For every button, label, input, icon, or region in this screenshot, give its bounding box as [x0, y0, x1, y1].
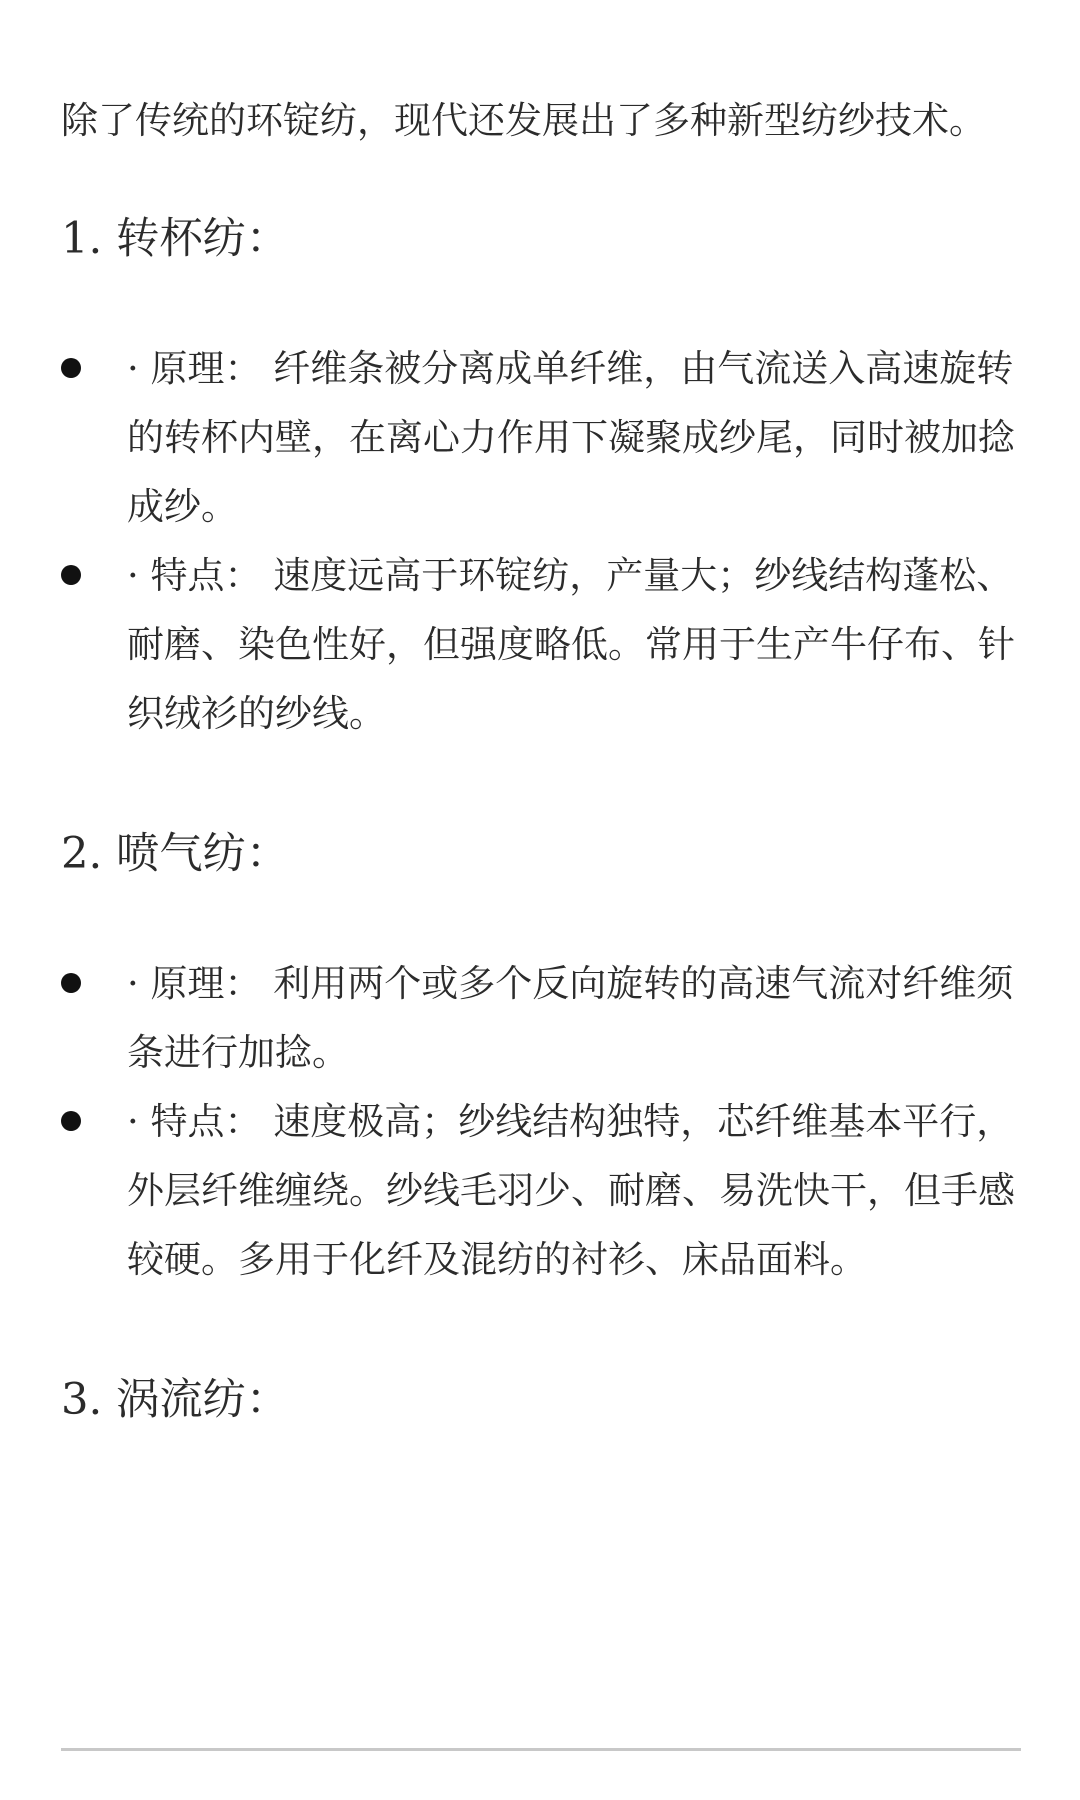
section-heading-vortex-spinning: 3. 涡流纺： [61, 1375, 290, 1425]
list-item [61, 334, 1021, 541]
bullet-dot-icon [61, 358, 81, 378]
bottom-divider [61, 1748, 1021, 1751]
article-body [61, 86, 1021, 1435]
list-item-text: · 原理： 纤维条被分离成单纤维，由气流送入高速旋转的转杯内壁，在离心力作用下凝聚成纱尾，同时被加捻成纱。 [127, 347, 1015, 528]
list-item [61, 949, 1021, 1087]
bullet-dot-icon [61, 1111, 81, 1131]
rotor-spinning-list [61, 334, 1021, 748]
list-item [61, 541, 1021, 748]
bullet-dot-icon [61, 565, 81, 585]
bullet-dot-icon [61, 973, 81, 993]
list-item-text: · 特点： 速度极高；纱线结构独特，芯纤维基本平行，外层纤维缠绕。纱线毛羽少、耐磨、易洗快干，但手感较硬。多用于化纤及混纺的衬衫、床品面料。 [127, 1100, 1015, 1281]
air-jet-spinning-list [61, 949, 1021, 1294]
list-item [61, 1087, 1021, 1294]
section-heading-air-jet-spinning: 2. 喷气纺： [61, 829, 290, 879]
intro-paragraph: 除了传统的环锭纺，现代还发展出了多种新型纺纱技术。 [61, 99, 986, 142]
section-heading-rotor-spinning: 1. 转杯纺： [61, 214, 290, 264]
list-item-text: · 特点： 速度远高于环锭纺，产量大；纱线结构蓬松、耐磨、染色性好，但强度略低。常用于生产牛仔布、针织绒衫的纱线。 [127, 554, 1015, 735]
list-item-text: · 原理： 利用两个或多个反向旋转的高速气流对纤维须条进行加捻。 [127, 962, 1014, 1074]
